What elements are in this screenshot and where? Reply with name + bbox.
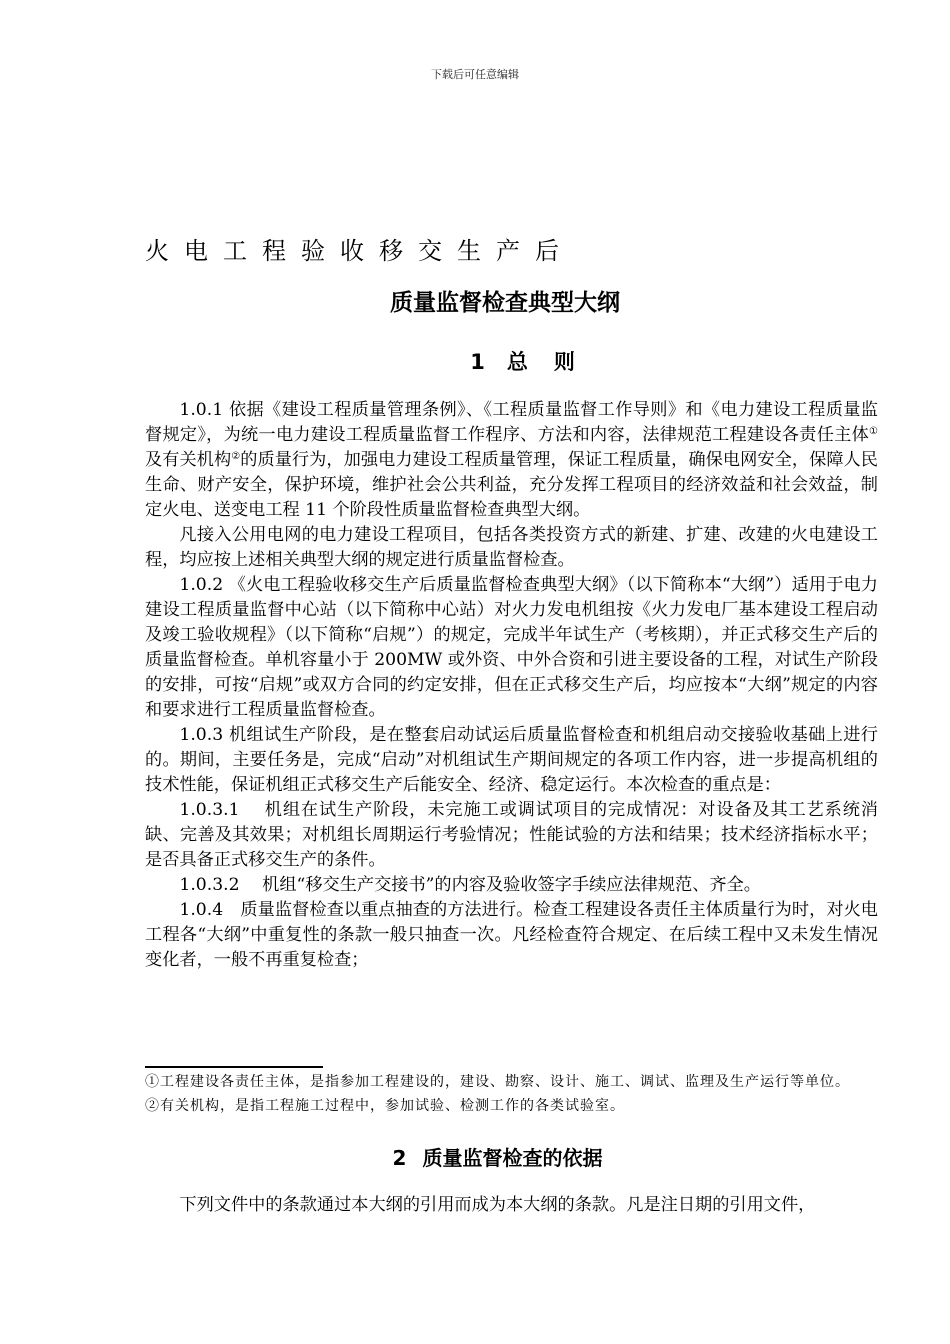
header-note: 下载后可任意编辑 [431,68,519,81]
footnote-2: ②有关机构，是指工程施工过程中，参加试验、检测工作的各类试验室。 [145,1098,625,1114]
section-title: 质量监督检查的依据 [422,1146,603,1170]
document-title-line1: 火电工程验收移交生产后 [145,237,574,265]
paragraph-references-intro: 下列文件中的条款通过本大纲的引用而成为本大纲的条款。凡是注日期的引用文件， [179,1195,816,1215]
paragraph-text: 及有关机构 [145,450,232,470]
paragraph-1-0-3-2: 1.0.3.2 机组“移交生产交接书”的内容及验收签字手续应法律规范、齐全。 [179,875,761,895]
footnote-ref-2: ② [231,451,241,462]
paragraph-1-0-3: 1.0.3 机组试生产阶段，是在整套启动试运后质量监督检查和机组启动交接验收基础上进行的。期间，主要任务是，完成“启动”对机组试生产期间规定的各项工作内容，进一步提高机组的技术性能，保证机组正式移交生产后能安全、经济、稳定运行。本次检查的重点是： [145,725,878,795]
document-title-line2: 质量监督检查典型大纲 [390,290,620,316]
section-heading-2 [0,1142,950,1171]
paragraph-1-0-4: 1.0.4 质量监督检查以重点抽查的方法进行。检查工程建设各责任主体质量行为时，对火电工程各“大纲”中重复性的条款一般只抽查一次。凡经检查符合规定、在后续工程中又未发生情况变化者，一般不再重复检查； [145,900,878,970]
paragraph-1-0-2: 1.0.2 《火电工程验收移交生产后质量监督检查典型大纲》（以下简称本“大纲”）适用于电力建设工程质量监督中心站（以下简称中心站）对火力发电机组按《火力发电厂基本建设工程启动及竣工验收规程》（以下简称“启规”）的规定，完成半年试生产（考核期），并正式移交生产后的质量监督检查。单机容量小于 200MW 或外资、中外合资和引进主要设备的工程，对试生产阶段的安排，可按“启规”或双方合同的约定安排，但在正式移交生产后，均应按本“大纲”规定的内容和要求进行工程质量监督检查。 [145,575,878,720]
body-text [145,398,878,973]
footnote-ref-1: ① [869,426,878,437]
footnotes [145,1070,878,1118]
paragraph-text: 的质量行为，加强电力建设工程质量管理，保证工程质量，确保电网安全，保障人民生命、财产安全，保护环境，维护社会公共利益，充分发挥工程项目的经济效益和社会效益，制定火电、送变电工程 11 个阶段性质量监督检查典型大纲。 [145,450,878,520]
paragraph-1-0-1 [145,398,878,523]
section-number: 1 [470,350,485,374]
footnote-1: ①工程建设各责任主体，是指参加工程建设的，建设、勘察、设计、施工、调试、监理及生产运行等单位。 [145,1074,850,1090]
section-title-char: 总 [506,350,528,374]
section-title-char: 则 [553,350,575,374]
section-number: 2 [392,1146,407,1170]
section-heading-1 [0,346,950,376]
footnote-divider [145,1066,323,1068]
paragraph-scope: 凡接入公用电网的电力建设工程项目，包括各类投资方式的新建、扩建、改建的火电建设工程，均应按上述相关典型大纲的规定进行质量监督检查。 [145,525,878,570]
paragraph-text: 1.0.1 依据《建设工程质量管理条例》、《工程质量监督工作导则》和《电力建设工程质量监督规定》，为统一电力建设工程质量监督工作程序、方法和内容，法律规范工程建设各责任主体 [145,400,878,445]
paragraph-1-0-3-1: 1.0.3.1 机组在试生产阶段，未完施工或调试项目的完成情况：对设备及其工艺系统消缺、完善及其效果；对机组长周期运行考验情况；性能试验的方法和结果；技术经济指标水平；是否具备正式移交生产的条件。 [145,800,878,870]
